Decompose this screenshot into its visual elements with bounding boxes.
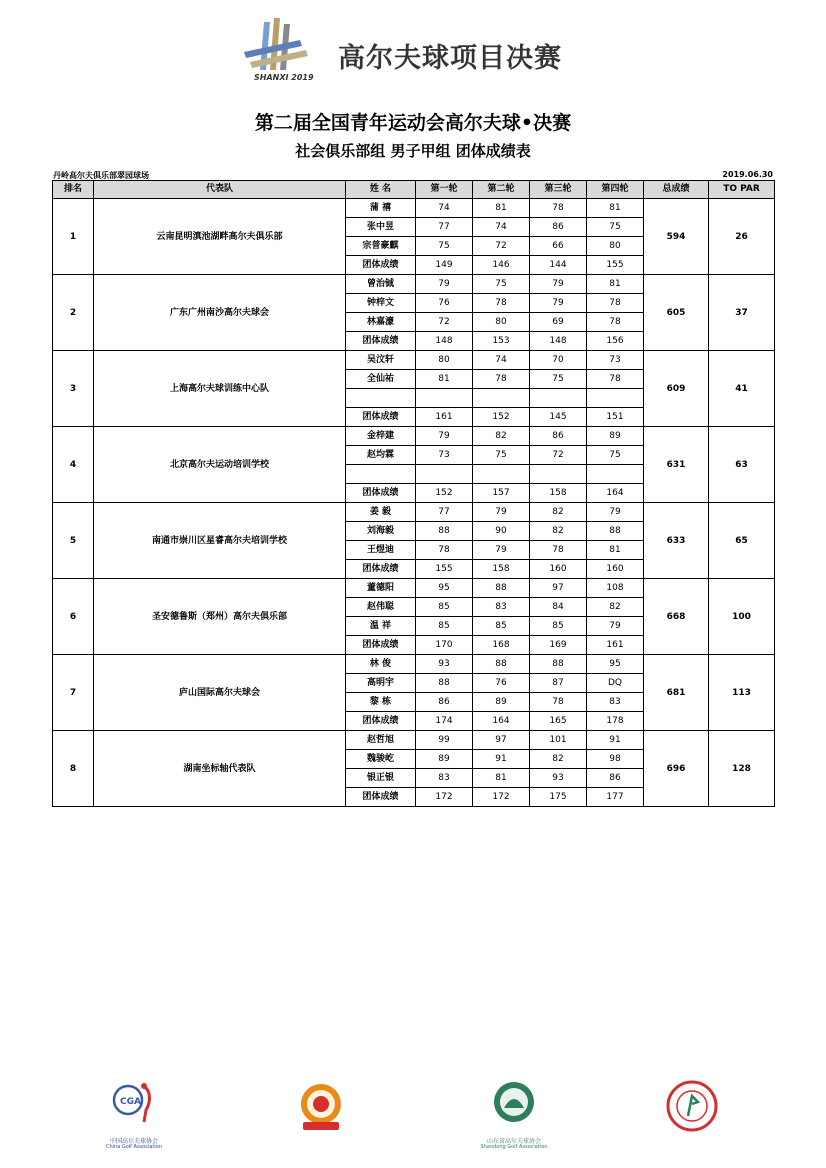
rank-cell: 7 — [53, 655, 94, 731]
round-score-cell: 86 — [587, 769, 644, 788]
player-name-cell: 董德阳 — [346, 579, 416, 598]
round-score-cell: 95 — [416, 579, 473, 598]
round-score-cell — [530, 465, 587, 484]
team-round-score-cell: 146 — [473, 256, 530, 275]
round-score-cell: 73 — [416, 446, 473, 465]
youth-games-emblem-icon — [293, 1078, 349, 1134]
team-round-score-cell: 148 — [416, 332, 473, 351]
table-row — [53, 427, 775, 446]
column-header: TO PAR — [709, 181, 775, 199]
column-header: 姓 名 — [346, 181, 416, 199]
round-score-cell: 79 — [473, 503, 530, 522]
round-score-cell: 80 — [587, 237, 644, 256]
team-score-label: 团体成绩 — [346, 636, 416, 655]
player-name-cell: 魏骏屹 — [346, 750, 416, 769]
round-score-cell: 82 — [473, 427, 530, 446]
round-score-cell: 79 — [530, 294, 587, 313]
team-round-score-cell: 158 — [530, 484, 587, 503]
round-score-cell: 88 — [416, 674, 473, 693]
footer-logo-caption-en: China Golf Association — [105, 1144, 162, 1150]
team-score-label: 团体成绩 — [346, 332, 416, 351]
total-score-cell: 605 — [644, 275, 709, 351]
player-name-cell: 张中昱 — [346, 218, 416, 237]
player-name-cell: 赵伟聪 — [346, 598, 416, 617]
round-score-cell — [530, 389, 587, 408]
player-name-cell: 高明宇 — [346, 674, 416, 693]
team-round-score-cell: 149 — [416, 256, 473, 275]
team-round-score-cell: 168 — [473, 636, 530, 655]
team-name-cell: 北京高尔夫运动培训学校 — [94, 427, 346, 503]
column-header: 第二轮 — [473, 181, 530, 199]
column-header: 第四轮 — [587, 181, 644, 199]
player-name-cell: 钟梓文 — [346, 294, 416, 313]
player-name-cell — [346, 389, 416, 408]
player-name-cell: 银正银 — [346, 769, 416, 788]
round-score-cell: 81 — [416, 370, 473, 389]
round-score-cell: 74 — [473, 218, 530, 237]
to-par-cell: 113 — [709, 655, 775, 731]
round-score-cell: 84 — [530, 598, 587, 617]
round-score-cell: 99 — [416, 731, 473, 750]
round-score-cell: 89 — [416, 750, 473, 769]
player-name-cell: 黎 栋 — [346, 693, 416, 712]
round-score-cell: 87 — [530, 674, 587, 693]
team-round-score-cell: 164 — [473, 712, 530, 731]
team-score-label: 团体成绩 — [346, 560, 416, 579]
round-score-cell: 79 — [587, 503, 644, 522]
team-round-score-cell: 160 — [530, 560, 587, 579]
player-name-cell: 刘海毅 — [346, 522, 416, 541]
team-name-cell: 湖南坐标轴代表队 — [94, 731, 346, 807]
round-score-cell — [473, 465, 530, 484]
round-score-cell — [416, 389, 473, 408]
total-score-cell: 594 — [644, 199, 709, 275]
round-score-cell: 72 — [530, 446, 587, 465]
round-score-cell: 86 — [416, 693, 473, 712]
round-score-cell: 97 — [530, 579, 587, 598]
to-par-cell: 63 — [709, 427, 775, 503]
team-round-score-cell: 170 — [416, 636, 473, 655]
round-score-cell: 85 — [416, 617, 473, 636]
team-name-cell: 云南昆明滇池湖畔高尔夫俱乐部 — [94, 199, 346, 275]
round-score-cell: 75 — [587, 446, 644, 465]
table-row — [53, 503, 775, 522]
team-name-cell: 上海高尔夫球训练中心队 — [94, 351, 346, 427]
player-name-cell: 赵均霖 — [346, 446, 416, 465]
to-par-cell: 65 — [709, 503, 775, 579]
table-row — [53, 655, 775, 674]
round-score-cell: 76 — [416, 294, 473, 313]
china-golf-association-logo-icon — [106, 1078, 162, 1134]
round-score-cell: 83 — [473, 598, 530, 617]
team-score-label: 团体成绩 — [346, 408, 416, 427]
round-score-cell: 77 — [416, 218, 473, 237]
table-row — [53, 579, 775, 598]
round-score-cell — [587, 389, 644, 408]
player-name-cell: 曾治铖 — [346, 275, 416, 294]
rank-cell: 4 — [53, 427, 94, 503]
total-score-cell: 668 — [644, 579, 709, 655]
round-score-cell: 78 — [473, 370, 530, 389]
round-score-cell: 101 — [530, 731, 587, 750]
round-score-cell: 108 — [587, 579, 644, 598]
round-score-cell: 78 — [530, 693, 587, 712]
round-score-cell: 74 — [473, 351, 530, 370]
results-table — [52, 180, 775, 807]
team-round-score-cell: 152 — [473, 408, 530, 427]
round-score-cell: 95 — [587, 655, 644, 674]
round-score-cell: 73 — [587, 351, 644, 370]
round-score-cell: 82 — [530, 503, 587, 522]
team-score-label: 团体成绩 — [346, 788, 416, 807]
to-par-cell: 41 — [709, 351, 775, 427]
round-score-cell: 78 — [473, 294, 530, 313]
round-score-cell: 88 — [473, 655, 530, 674]
player-name-cell: 全仙祐 — [346, 370, 416, 389]
round-score-cell: 88 — [473, 579, 530, 598]
team-round-score-cell: 164 — [587, 484, 644, 503]
round-score-cell: 93 — [530, 769, 587, 788]
total-score-cell: 633 — [644, 503, 709, 579]
total-score-cell: 681 — [644, 655, 709, 731]
round-score-cell: 75 — [530, 370, 587, 389]
team-score-label: 团体成绩 — [346, 256, 416, 275]
page-title: 第二届全国青年运动会高尔夫球•决赛 — [254, 112, 572, 134]
round-score-cell: 79 — [416, 275, 473, 294]
round-score-cell: DQ — [587, 674, 644, 693]
table-row — [53, 199, 775, 218]
table-row — [53, 731, 775, 750]
column-header: 代表队 — [94, 181, 346, 199]
team-name-cell: 南通市崇川区星睿高尔夫培训学校 — [94, 503, 346, 579]
total-score-cell: 609 — [644, 351, 709, 427]
round-score-cell: 91 — [473, 750, 530, 769]
rank-cell: 1 — [53, 199, 94, 275]
logo-text: SHANXI 2019 — [254, 73, 314, 82]
column-header: 排名 — [53, 181, 94, 199]
total-score-cell: 696 — [644, 731, 709, 807]
round-score-cell: 81 — [473, 769, 530, 788]
footer-logo-caption: 中国高尔夫球协会 — [109, 1138, 158, 1145]
round-score-cell: 83 — [587, 693, 644, 712]
round-score-cell: 80 — [473, 313, 530, 332]
team-round-score-cell: 160 — [587, 560, 644, 579]
footer-logo-caption-en: Shandong Golf Association — [480, 1144, 548, 1150]
round-score-cell — [587, 465, 644, 484]
to-par-cell: 100 — [709, 579, 775, 655]
round-score-cell: 78 — [587, 313, 644, 332]
svg-text:CGA: CGA — [120, 1097, 141, 1107]
round-score-cell: 82 — [530, 522, 587, 541]
round-score-cell: 85 — [473, 617, 530, 636]
team-round-score-cell: 172 — [416, 788, 473, 807]
round-score-cell: 75 — [473, 446, 530, 465]
player-name-cell — [346, 465, 416, 484]
player-name-cell: 赵哲旭 — [346, 731, 416, 750]
shandong-golf-association-logo-icon — [486, 1078, 542, 1134]
round-score-cell: 81 — [587, 541, 644, 560]
team-name-cell: 庐山国际高尔夫球会 — [94, 655, 346, 731]
team-round-score-cell: 155 — [416, 560, 473, 579]
round-score-cell: 82 — [530, 750, 587, 769]
results-body — [53, 199, 775, 807]
player-name-cell: 林嘉濠 — [346, 313, 416, 332]
round-score-cell: 69 — [530, 313, 587, 332]
round-score-cell: 72 — [473, 237, 530, 256]
team-round-score-cell: 148 — [530, 332, 587, 351]
golf-club-seal-icon — [664, 1078, 720, 1134]
round-score-cell: 78 — [416, 541, 473, 560]
round-score-cell: 70 — [530, 351, 587, 370]
round-score-cell: 97 — [473, 731, 530, 750]
team-round-score-cell: 157 — [473, 484, 530, 503]
team-round-score-cell: 165 — [530, 712, 587, 731]
round-score-cell: 93 — [416, 655, 473, 674]
rank-cell: 5 — [53, 503, 94, 579]
column-header: 总成绩 — [644, 181, 709, 199]
round-score-cell: 79 — [587, 617, 644, 636]
round-score-cell: 80 — [416, 351, 473, 370]
player-name-cell: 温 祥 — [346, 617, 416, 636]
round-score-cell: 88 — [530, 655, 587, 674]
round-score-cell: 76 — [473, 674, 530, 693]
round-score-cell: 75 — [473, 275, 530, 294]
round-score-cell — [473, 389, 530, 408]
to-par-cell: 37 — [709, 275, 775, 351]
column-header: 第三轮 — [530, 181, 587, 199]
rank-cell: 3 — [53, 351, 94, 427]
table-row — [53, 351, 775, 370]
team-round-score-cell: 172 — [473, 788, 530, 807]
page-subtitle: 社会俱乐部组 男子甲组 团体成绩表 — [295, 142, 531, 160]
team-round-score-cell: 144 — [530, 256, 587, 275]
round-score-cell: 79 — [530, 275, 587, 294]
round-score-cell: 74 — [416, 199, 473, 218]
round-score-cell: 78 — [587, 370, 644, 389]
round-score-cell: 85 — [416, 598, 473, 617]
round-score-cell: 78 — [587, 294, 644, 313]
round-score-cell: 81 — [587, 275, 644, 294]
round-score-cell: 86 — [530, 427, 587, 446]
round-score-cell: 66 — [530, 237, 587, 256]
round-score-cell: 88 — [587, 522, 644, 541]
round-score-cell: 85 — [530, 617, 587, 636]
round-score-cell: 75 — [416, 237, 473, 256]
round-score-cell: 78 — [530, 199, 587, 218]
banner-title: 高尔夫球项目决赛 — [338, 43, 562, 74]
team-name-cell: 圣安德鲁斯（郑州）高尔夫俱乐部 — [94, 579, 346, 655]
team-round-score-cell: 152 — [416, 484, 473, 503]
round-score-cell: 79 — [416, 427, 473, 446]
round-score-cell: 91 — [587, 731, 644, 750]
player-name-cell: 王煜迪 — [346, 541, 416, 560]
team-round-score-cell: 151 — [587, 408, 644, 427]
total-score-cell: 631 — [644, 427, 709, 503]
date-label: 2019.06.30 — [722, 170, 773, 179]
round-score-cell: 78 — [530, 541, 587, 560]
rank-cell: 6 — [53, 579, 94, 655]
round-score-cell: 77 — [416, 503, 473, 522]
to-par-cell: 128 — [709, 731, 775, 807]
team-round-score-cell: 174 — [416, 712, 473, 731]
round-score-cell: 89 — [473, 693, 530, 712]
round-score-cell: 90 — [473, 522, 530, 541]
round-score-cell: 88 — [416, 522, 473, 541]
team-round-score-cell: 156 — [587, 332, 644, 351]
team-round-score-cell: 158 — [473, 560, 530, 579]
to-par-cell: 26 — [709, 199, 775, 275]
round-score-cell: 83 — [416, 769, 473, 788]
team-round-score-cell: 178 — [587, 712, 644, 731]
round-score-cell: 98 — [587, 750, 644, 769]
round-score-cell: 79 — [473, 541, 530, 560]
team-round-score-cell: 153 — [473, 332, 530, 351]
rank-cell: 8 — [53, 731, 94, 807]
footer-logo-caption: 山东省高尔夫球协会 — [486, 1138, 541, 1145]
team-round-score-cell: 161 — [416, 408, 473, 427]
player-name-cell: 蒲 禧 — [346, 199, 416, 218]
round-score-cell: 81 — [587, 199, 644, 218]
round-score-cell — [416, 465, 473, 484]
round-score-cell: 75 — [587, 218, 644, 237]
player-name-cell: 金梓建 — [346, 427, 416, 446]
round-score-cell: 82 — [587, 598, 644, 617]
round-score-cell: 72 — [416, 313, 473, 332]
table-header-row — [53, 181, 775, 199]
player-name-cell: 姜 毅 — [346, 503, 416, 522]
round-score-cell: 86 — [530, 218, 587, 237]
round-score-cell: 89 — [587, 427, 644, 446]
player-name-cell: 吴汶轩 — [346, 351, 416, 370]
team-round-score-cell: 169 — [530, 636, 587, 655]
team-round-score-cell: 161 — [587, 636, 644, 655]
table-row — [53, 275, 775, 294]
team-round-score-cell: 155 — [587, 256, 644, 275]
team-score-label: 团体成绩 — [346, 484, 416, 503]
team-name-cell: 广东广州南沙高尔夫球会 — [94, 275, 346, 351]
team-round-score-cell: 175 — [530, 788, 587, 807]
venue-label: 丹岭高尔夫俱乐部翠园球场 — [53, 171, 149, 180]
player-name-cell: 林 俊 — [346, 655, 416, 674]
rank-cell: 2 — [53, 275, 94, 351]
team-round-score-cell: 177 — [587, 788, 644, 807]
team-score-label: 团体成绩 — [346, 712, 416, 731]
team-round-score-cell: 145 — [530, 408, 587, 427]
player-name-cell: 宗普豪麒 — [346, 237, 416, 256]
column-header: 第一轮 — [416, 181, 473, 199]
round-score-cell: 81 — [473, 199, 530, 218]
